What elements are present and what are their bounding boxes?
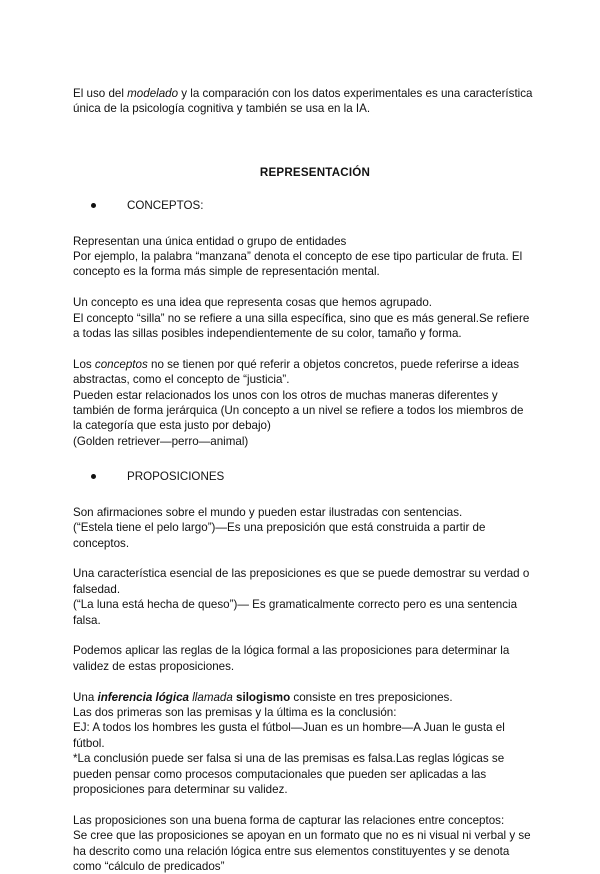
section-heading: REPRESENTACIÓN — [259, 165, 371, 179]
conceptos-p3-line3: (Golden retriever—perro—animal) — [73, 434, 249, 448]
intro-paragraph — [73, 86, 533, 117]
conceptos-p2-line2: El concepto “silla” no se refiere a una silla específica, sino que es más general.Se refiere a todas las sillas posibles independientemente de su color, tamaño y forma. — [73, 311, 530, 341]
intro-text-pre: El uso del — [73, 87, 128, 100]
conceptos-line1: Representan una única entidad o grupo de entidades — [73, 234, 347, 248]
conceptos-p3-post: no se tienen por qué referir a objetos concretos, puede referirse a ideas abstractas, como el concepto de “justicia”. — [73, 357, 520, 387]
p4-post: consiste en tres preposiciones. — [290, 690, 453, 704]
bullet-dot-icon — [91, 203, 96, 208]
p4-italic: llamada — [189, 690, 237, 704]
conceptos-p3-pre: Los — [73, 357, 95, 371]
proposiciones-p1-line2: (“Estela tiene el pelo largo”)—Es una preposición que está construida a partir de conceptos. — [73, 521, 486, 550]
conceptos-line2: Por ejemplo, la palabra “manzana” denota el concepto de ese tipo particular de fruta. El concepto es la forma más simple de representación mental. — [73, 250, 523, 279]
proposiciones-p2-line1: Una característica esencial de las preposiciones es que se puede demostrar su verdad o falsedad. — [73, 567, 530, 596]
intro-emphasis: modelado — [127, 87, 179, 100]
p4-bold-italic: inferencia lógica — [97, 690, 189, 704]
bullet-proposiciones-label: PROPOSICIONES — [127, 470, 225, 484]
proposiciones-p5-line1: Las proposiciones son una buena forma de capturar las relaciones entre conceptos: — [73, 813, 505, 827]
proposiciones-p4-line2: Las dos primeras son las premisas y la última es la conclusión: — [73, 705, 397, 719]
proposiciones-p4-line4: *La conclusión puede ser falsa si una de las premisas es falsa.Las reglas lógicas se pueden pensar como procesos computacionales que pueden ser aplicadas a las proposiciones para determinar su validez. — [73, 752, 505, 796]
conceptos-p3-line2: Pueden estar relacionados los unos con los otros de muchas maneras diferentes y también de forma jerárquica (Un concepto a un nivel se refiere a todos los miembros de la categoría que esta justo por debajo) — [73, 388, 524, 433]
conceptos-p2-line1: Un concepto es una idea que representa cosas que hemos agrupado. — [73, 296, 433, 310]
p4-pre: Una — [73, 690, 98, 704]
conceptos-p3 — [73, 357, 533, 388]
proposiciones-p2-line2: (“La luna está hecha de queso”)— Es gramaticalmente correcto pero es una sentencia falsa. — [73, 598, 518, 627]
conceptos-p3-emphasis: conceptos — [94, 357, 148, 371]
bullet-conceptos-label: CONCEPTOS: — [127, 199, 204, 213]
bullet-conceptos — [91, 198, 533, 213]
proposiciones-p5-line2: Se cree que las proposiciones se apoyan en un formato que no es ni visual ni verbal y se ha descrito como una relación lógica entre sus elementos constituyentes y se denota como “cálculo de predicados” — [73, 829, 531, 873]
intro-text-post: y la comparación con los datos experimentales es una característica única de la psicología cognitiva y también se usa en la IA. — [73, 87, 533, 116]
proposiciones-p4 — [73, 690, 533, 705]
proposiciones-p4-line3: EJ: A todos los hombres les gusta el fútbol—Juan es un hombre—A Juan le gusta el fútbol. — [73, 721, 505, 750]
proposiciones-p1-line1: Son afirmaciones sobre el mundo y pueden estar ilustradas con sentencias. — [73, 505, 463, 519]
bullet-proposiciones — [91, 469, 533, 484]
document-page — [73, 86, 533, 874]
p4-bold: silogismo — [236, 690, 291, 704]
bullet-dot-icon — [91, 474, 96, 479]
proposiciones-p3: Podemos aplicar las reglas de la lógica formal a las proposiciones para determinar la validez de estas proposiciones. — [73, 644, 510, 673]
